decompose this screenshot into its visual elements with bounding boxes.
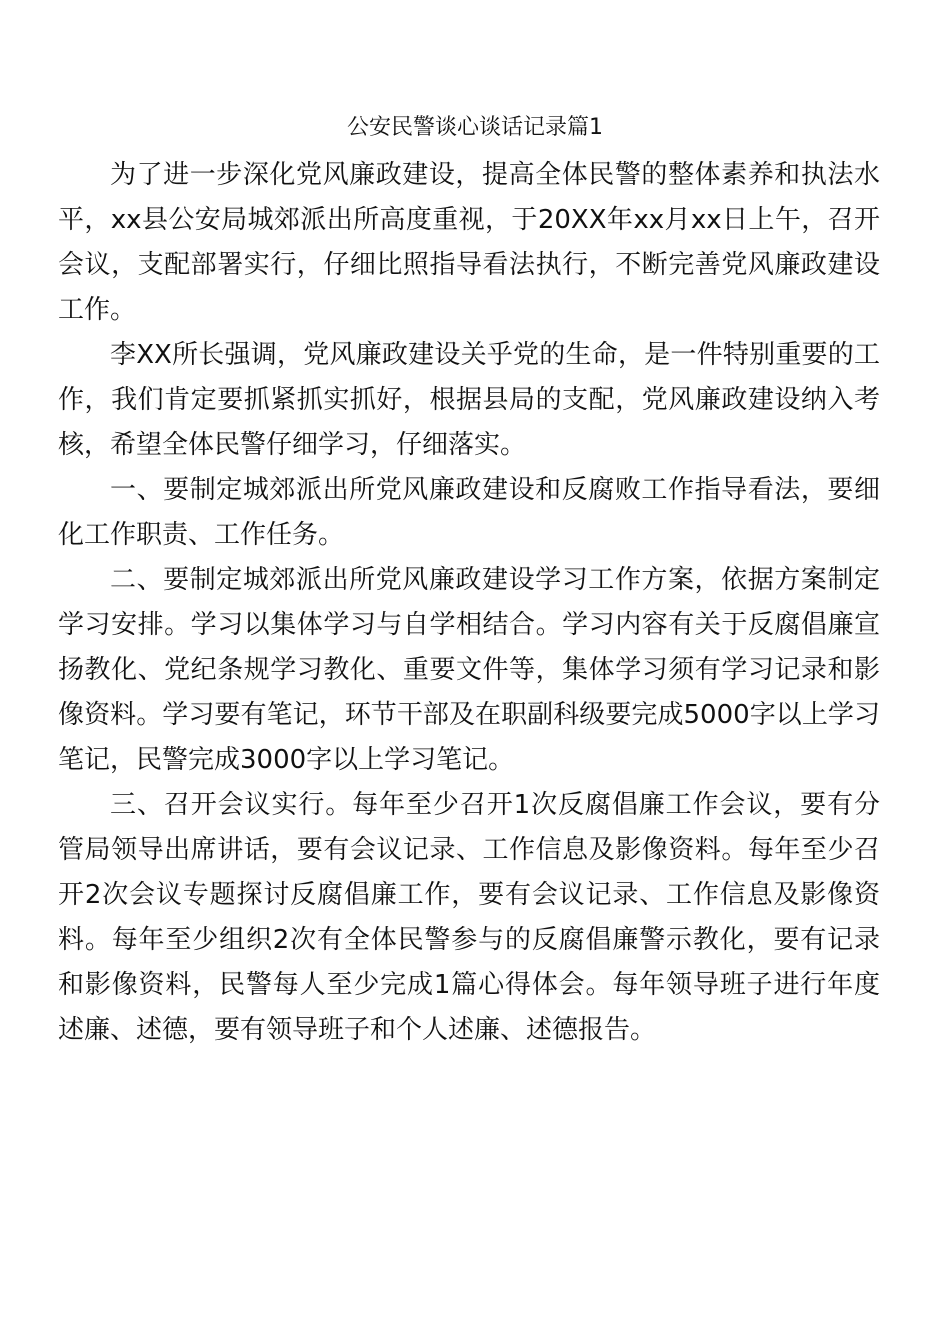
paragraph-item-three: 三、召开会议实行。每年至少召开1次反腐倡廉工作会议，要有分管局领导出席讲话，要有会议记录、工作信息及影像资料。每年至少召开2次会议专题探讨反腐倡廉工作，要有会议记录、工作信息及影像资料。每年至少组织2次有全体民警参与的反腐倡廉警示教化，要有记录和影像资料，民警每人至少完成1篇心得体会。每年领导班子进行年度述廉、述德，要有领导班子和个人述廉、述德报告。 <box>58 790 880 1045</box>
paragraph-intro: 为了进一步深化党风廉政建设，提高全体民警的整体素养和执法水平，xx县公安局城郊派出所高度重视，于20XX年xx月xx日上午，召开会议，支配部署实行，仔细比照指导看法执行，不断完善党风廉政建设工作。 <box>58 160 880 325</box>
document-body <box>58 153 880 1053</box>
paragraph-item-one: 一、要制定城郊派出所党风廉政建设和反腐败工作指导看法，要细化工作职责、工作任务。 <box>58 475 880 550</box>
document-title: 公安民警谈心谈话记录篇1 <box>347 115 603 140</box>
paragraph-item-two: 二、要制定城郊派出所党风廉政建设学习工作方案，依据方案制定学习安排。学习以集体学习与自学相结合。学习内容有关于反腐倡廉宣扬教化、党纪条规学习教化、重要文件等，集体学习须有学习记录和影像资料。学习要有笔记，环节干部及在职副科级要完成5000字以上学习笔记，民警完成3000字以上学习笔记。 <box>58 565 880 775</box>
paragraph-director-remarks: 李XX所长强调，党风廉政建设关乎党的生命，是一件特别重要的工作，我们肯定要抓紧抓实抓好，根据县局的支配，党风廉政建设纳入考核，希望全体民警仔细学习，仔细落实。 <box>58 340 880 460</box>
